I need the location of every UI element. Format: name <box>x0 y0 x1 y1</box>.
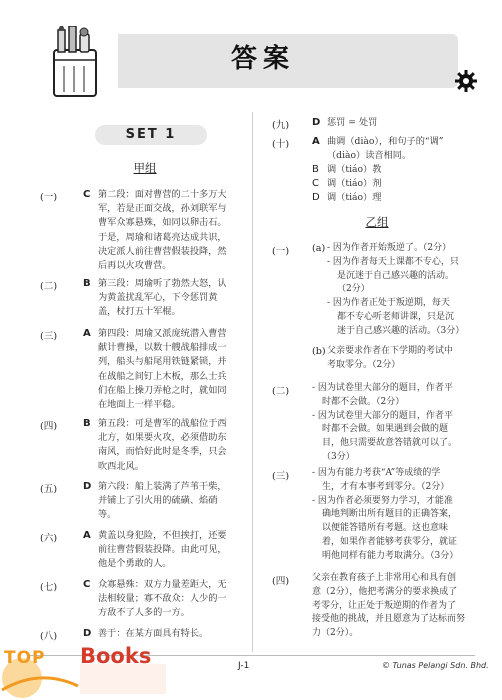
text-line: 于是，周瑜和诸葛亮达成共识， <box>98 231 227 243</box>
answer-letter: A <box>83 530 91 541</box>
text-line: - 因为有能力考获“A”等成绩的学 <box>312 468 441 478</box>
question-number: (八) <box>40 631 58 642</box>
question-number: (七) <box>40 582 58 593</box>
explanation <box>98 327 248 412</box>
text-line: （3分） <box>322 451 355 462</box>
text-line: 善于：在某方面具有特长。 <box>98 628 209 639</box>
answer-block <box>327 242 482 339</box>
gear-icon <box>455 70 477 92</box>
answer-letter: D <box>83 628 92 639</box>
answer-block <box>327 345 482 373</box>
answer-letter: A <box>312 136 320 147</box>
question-number: (六) <box>40 533 58 544</box>
text-line: 决定派人前往曹营假装投降，然 <box>98 245 227 257</box>
text-line: 众寡悬殊：双方力量差距大，无 <box>98 579 227 590</box>
answer-letter: C <box>83 579 91 590</box>
option-text: 调（tiáo）剂 <box>327 178 382 189</box>
explanation <box>98 578 248 621</box>
text-line: 意（2分），他把考满分的要求换成了 <box>312 586 458 597</box>
explanation: 惩罚 = 处罚 <box>327 117 378 128</box>
text-line: 法相较量；寡不敌众：人少的一 <box>98 593 227 605</box>
option-text: 调（tiáo）理 <box>327 192 382 203</box>
text-line: 生，才有本事考到零分。（2分） <box>322 481 450 492</box>
text-line: 着，如果作者能够考获零分，就证 <box>322 536 458 547</box>
text-line: 父亲要求作者在下学期的考试中 <box>327 346 454 356</box>
text-line: 考零分，让正处于叛逆期的作者为了 <box>312 600 457 611</box>
text-line: 军，若是正面交战，孙刘联军与 <box>98 203 227 215</box>
text-line: 黄盖以身犯险，不但挨打，还要 <box>98 530 227 541</box>
explanation <box>98 277 248 320</box>
group-title-yi: 乙组 <box>365 215 389 229</box>
answer-block <box>312 572 482 641</box>
text-line: 南风，而恰好此时是冬季，只会 <box>98 446 227 458</box>
logo-text-top: TOP <box>4 648 46 668</box>
text-line: 时都不会做。如果遇到会做的题 <box>322 424 449 435</box>
text-line: 时都不会做。（2分） <box>322 396 405 407</box>
text-line: - 因为作者每天上课都不专心，只 <box>327 256 459 267</box>
text-line: - 因为作者开始叛逆了。（2分） <box>327 243 452 253</box>
question-number: (三) <box>40 331 58 342</box>
text-line: 确地判断出所有题目的正确答案， <box>322 509 458 520</box>
logo-text-books: Books <box>80 644 152 668</box>
question-number: (九) <box>272 120 290 131</box>
set-label: SET 1 <box>95 125 207 145</box>
question-number: (十) <box>272 139 290 150</box>
text-line: 第五段：可是曹军的战船位于西 <box>98 418 227 429</box>
text-line: 并铺上了引火用的硫磺、焰硝 <box>98 495 218 507</box>
text-line: 在战船之间钉上木板，那么士兵 <box>98 370 227 382</box>
text-line: （diào）读音相同。 <box>327 150 412 162</box>
answer-letter: D <box>312 117 321 128</box>
text-line: 是沉迷于自己感兴趣的活动。 <box>337 270 455 281</box>
page-title: 答案 <box>230 44 295 74</box>
option-letter: C <box>312 178 319 189</box>
text-line: 吹西北风。 <box>98 460 144 472</box>
text-line: 第二段：面对曹营的二十多万大 <box>98 189 227 200</box>
text-line: 第三段：周瑜听了勃然大怒，认 <box>98 278 227 289</box>
option-text: 调（tiáo）教 <box>327 164 382 175</box>
text-line: 接受他的挑战，并且愿意为了达标而努 <box>312 614 466 625</box>
text-line: - 因为试卷里大部分的题目，作者平 <box>312 383 453 393</box>
answer-letter: D <box>83 481 92 492</box>
text-line: 等。 <box>98 509 117 521</box>
sub-label: (b) <box>312 346 326 357</box>
text-line: 们在船上操刀弄枪之时，就如同 <box>98 384 227 396</box>
text-line: - 因为作者正处于叛逆期，每天 <box>327 298 450 309</box>
text-line: 列，船头与船尾用铁链紧锁，并 <box>98 356 227 368</box>
group-title-jia: 甲组 <box>133 161 157 175</box>
explanation <box>327 135 477 163</box>
question-number: (一) <box>40 192 58 203</box>
answer-letter: A <box>83 328 91 339</box>
question-number: (二) <box>272 386 290 397</box>
text-line: 第六段：船上装满了芦苇干柴， <box>98 481 227 492</box>
text-line: 方敌不了人多的一方。 <box>98 607 190 619</box>
answer-block <box>312 382 482 465</box>
text-line: 前往曹营假装投降。由此可见， <box>98 544 227 556</box>
text-line: 盖，杖打五十军棍。 <box>98 306 181 318</box>
text-line: 父亲在教育孩子上非常用心和具有创 <box>312 573 457 583</box>
question-number: (四) <box>40 421 58 432</box>
explanation <box>98 417 248 474</box>
option-letter: D <box>312 192 320 203</box>
text-line: 在地面上一样平稳。 <box>98 399 181 411</box>
text-line: 迷于自己感兴趣的活动。（3分） <box>337 325 465 336</box>
answer-letter: B <box>83 418 91 429</box>
column-divider <box>252 112 253 652</box>
text-line: 考取零分。（2分） <box>327 359 401 370</box>
question-number: (四) <box>272 576 290 587</box>
question-number: (三) <box>272 471 290 482</box>
question-number: (五) <box>40 484 58 495</box>
explanation <box>98 480 248 523</box>
text-line: - 因为试卷里大部分的题目，作者平 <box>312 410 453 421</box>
page-number: J-1 <box>238 661 250 671</box>
copyright: © Tunas Pelangi Sdn. Bhd. <box>382 661 489 670</box>
text-line: 明他同样有能力考取满分。（3分） <box>322 550 459 561</box>
answer-block <box>312 467 482 564</box>
text-line: 力（2分）。 <box>312 628 359 639</box>
text-line: 献计曹操，以数十艘战船排成一 <box>98 342 227 354</box>
explanation <box>98 188 248 273</box>
text-line: - 因为作者必须要努力学习，才能准 <box>312 495 453 506</box>
text-line: 曲调（diào），和句子的“调” <box>327 136 444 147</box>
text-line: 以便能答错所有考题。这也意味 <box>322 523 449 534</box>
text-line: 曹军众寡悬殊，如同以卵击石。 <box>98 217 227 229</box>
answer-letter: B <box>83 278 91 289</box>
question-number: (一) <box>272 246 290 257</box>
answer-letter: C <box>83 189 91 200</box>
sub-label: (a) <box>312 243 326 254</box>
text-line: 都不专心听老师讲课，只是沉 <box>337 311 455 322</box>
pencil-cup-icon <box>40 26 108 100</box>
text-line: 第四段：周瑜又派庞统潜入曹营 <box>98 328 227 339</box>
text-line: 北方，如果要火攻，必须借助东 <box>98 432 227 444</box>
question-number: (二) <box>40 281 58 292</box>
text-line: 后再以火攻曹营。 <box>98 260 172 272</box>
explanation <box>98 529 248 572</box>
text-line: 目，他只需要故意答错就可以了。 <box>322 438 458 449</box>
option-letter: B <box>312 164 319 175</box>
text-line: 他是个勇敢的人。 <box>98 558 172 570</box>
text-line: 为黄盖扰乱军心，下令惩罚黄 <box>98 292 218 304</box>
text-line: （2分） <box>337 284 370 295</box>
